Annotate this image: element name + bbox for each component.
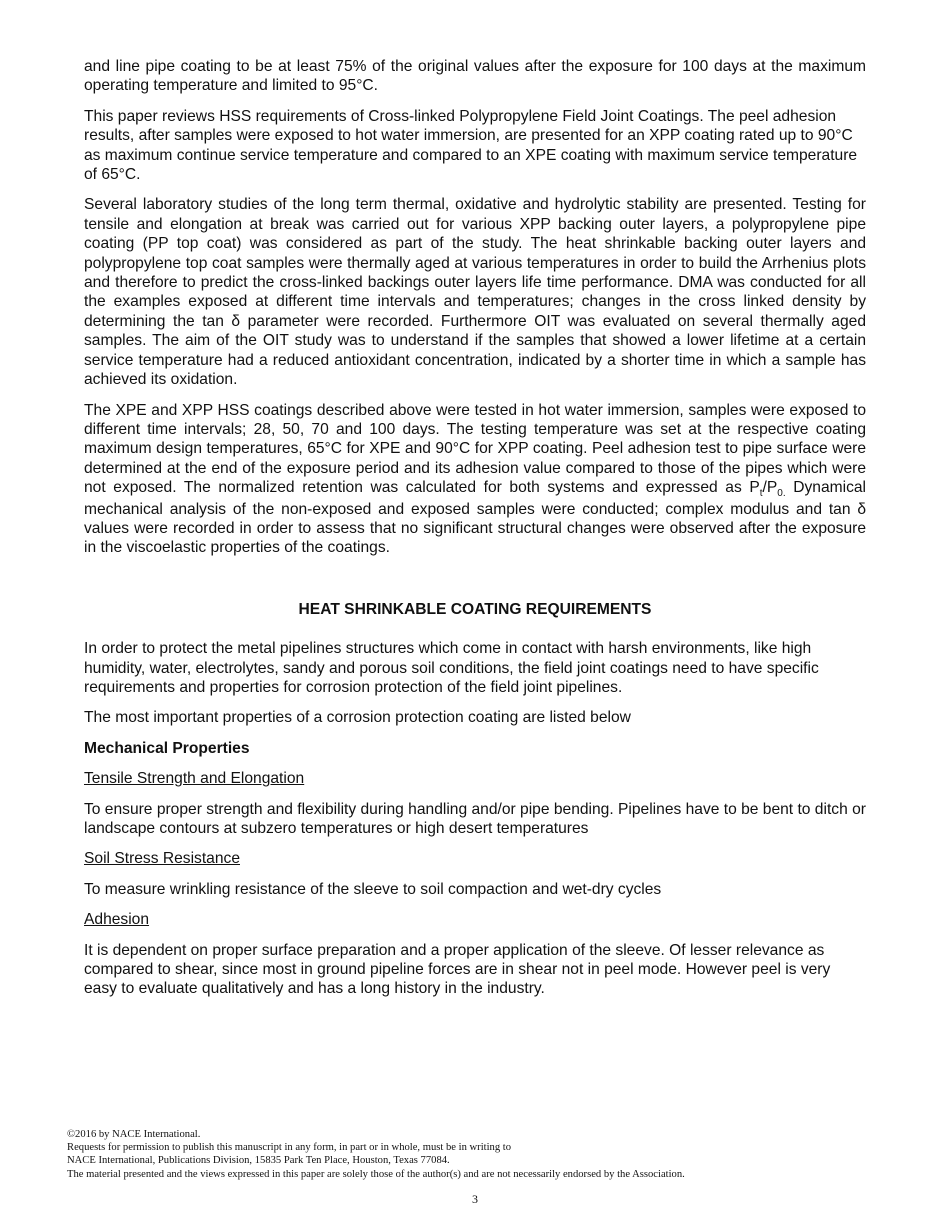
footer-permission: Requests for permission to publish this manuscript in any form, in part or in whole, must be in writing to — [67, 1142, 512, 1154]
subheading-mechanical-properties: Mechanical Properties — [84, 739, 250, 757]
subsection-tensile — [84, 769, 866, 788]
subheading-soil-stress: Soil Stress Resistance — [84, 850, 240, 868]
subheading-tensile-strength: Tensile Strength and Elongation — [84, 770, 305, 788]
subsection-adhesion — [84, 910, 866, 929]
immersion-text-part-b: Dynamical mechanical analysis of the non-exposed and exposed samples were conducted; complex modulus and tan δ values were recorded in order to assess that no significant structural changes were observed after the exposure in the viscoelastic properties of the coatings. — [84, 479, 867, 557]
paragraph-tensile: To ensure proper strength and flexibility during handling and/or pipe bending. Pipelines have to be bent to ditch or landscape contours at subzero temperatures or high desert temperatures — [84, 800, 866, 837]
subscript-zero: 0. — [777, 488, 786, 500]
immersion-text-part-a: The XPE and XPP HSS coatings described above were tested in hot water immersion, samples were exposed to different time intervals; 28, 50, 70 and 100 days. The testing temperature was set at the respective coating maximum design temperatures, 65°C for XPE and 90°C for XPP coating. Peel adhesion test to pipe surface were determined at the end of the exposure period and its adhesion value compared to those of the pipes which were not exposed. The normalized retention was calculated for both systems and expressed as P — [84, 401, 866, 497]
paragraph-soil: To measure wrinkling resistance of the sleeve to soil compaction and wet-dry cycles — [84, 880, 662, 898]
subscript-t: t — [759, 488, 763, 500]
subsection-soil — [84, 849, 866, 868]
paragraph-intro-continuation: and line pipe coating to be at least 75% of the original values after the exposure for 100 days at the maximum operating temperature and limited to 95°C. — [84, 58, 866, 95]
subheading-adhesion: Adhesion — [84, 911, 150, 929]
copyright-footer — [67, 1128, 887, 1181]
paragraph-lab-studies: Several laboratory studies of the long term thermal, oxidative and hydrolytic stability are presented. Testing for tensile and elongation at break was carried out for various XPP backing outer layers, a polypropylene pipe coating (PP top coat) was considered as part of the study. The heat shrinkable backing outer layers and polypropylene top coat samples were thermally aged at various temperatures in order to build the Arrhenius plots and therefore to predict the cross-linked backings outer layers life time performance. DMA was conducted for all the examples exposed at different time intervals and temperatures; changes in the cross linked density by determining the tan δ parameter were recorded. Furthermore OIT was evaluated on several thermally aged samples. The aim of the OIT study was to understand if the samples that showed a lower lifetime at a certain service temperature had a reduced antioxidant concentration, indicated by a shorter time in which a sample has achieved its oxidation. — [84, 196, 866, 389]
footer-disclaimer: The material presented and the views expressed in this paper are solely those of the author(s) and are not necessarily endorsed by the Association. — [67, 1168, 685, 1180]
paragraph-protection-requirements: In order to protect the metal pipelines structures which come in contact with harsh environments, like high humidity, water, electrolytes, sandy and porous soil conditions, the field joint coatings need to have specific requirements and properties for corrosion protection of the field joint pipelines. — [84, 640, 819, 696]
paragraph-properties-intro: The most important properties of a corrosion protection coating are listed below — [84, 709, 631, 727]
page-body — [84, 57, 866, 1010]
paragraph-hot-water-immersion — [84, 401, 866, 558]
footer-address: NACE International, Publications Division, 15835 Park Ten Place, Houston, Texas 77084. — [67, 1155, 450, 1167]
section-heading: HEAT SHRINKABLE COATING REQUIREMENTS — [298, 600, 652, 618]
immersion-text-slash: /P — [762, 479, 778, 497]
paragraph-adhesion: It is dependent on proper surface preparation and a proper application of the sleeve. Of lesser relevance as compared to shear, since most in ground pipeline forces are in shear not in peel mode. However peel is very easy to evaluate qualitatively and has a long history in the industry. — [84, 941, 831, 998]
paragraph-review-summary: This paper reviews HSS requirements of Cross-linked Polypropylene Field Joint Coatings. The peel adhesion results, after samples were exposed to hot water immersion, are presented for an XPP coating rated up to 90°C as maximum continue service temperature and compared to an XPE coating with maximum service temperature of 65°C. — [84, 107, 858, 184]
page-number: 3 — [472, 1192, 478, 1206]
footer-copyright: ©2016 by NACE International. — [67, 1129, 201, 1140]
